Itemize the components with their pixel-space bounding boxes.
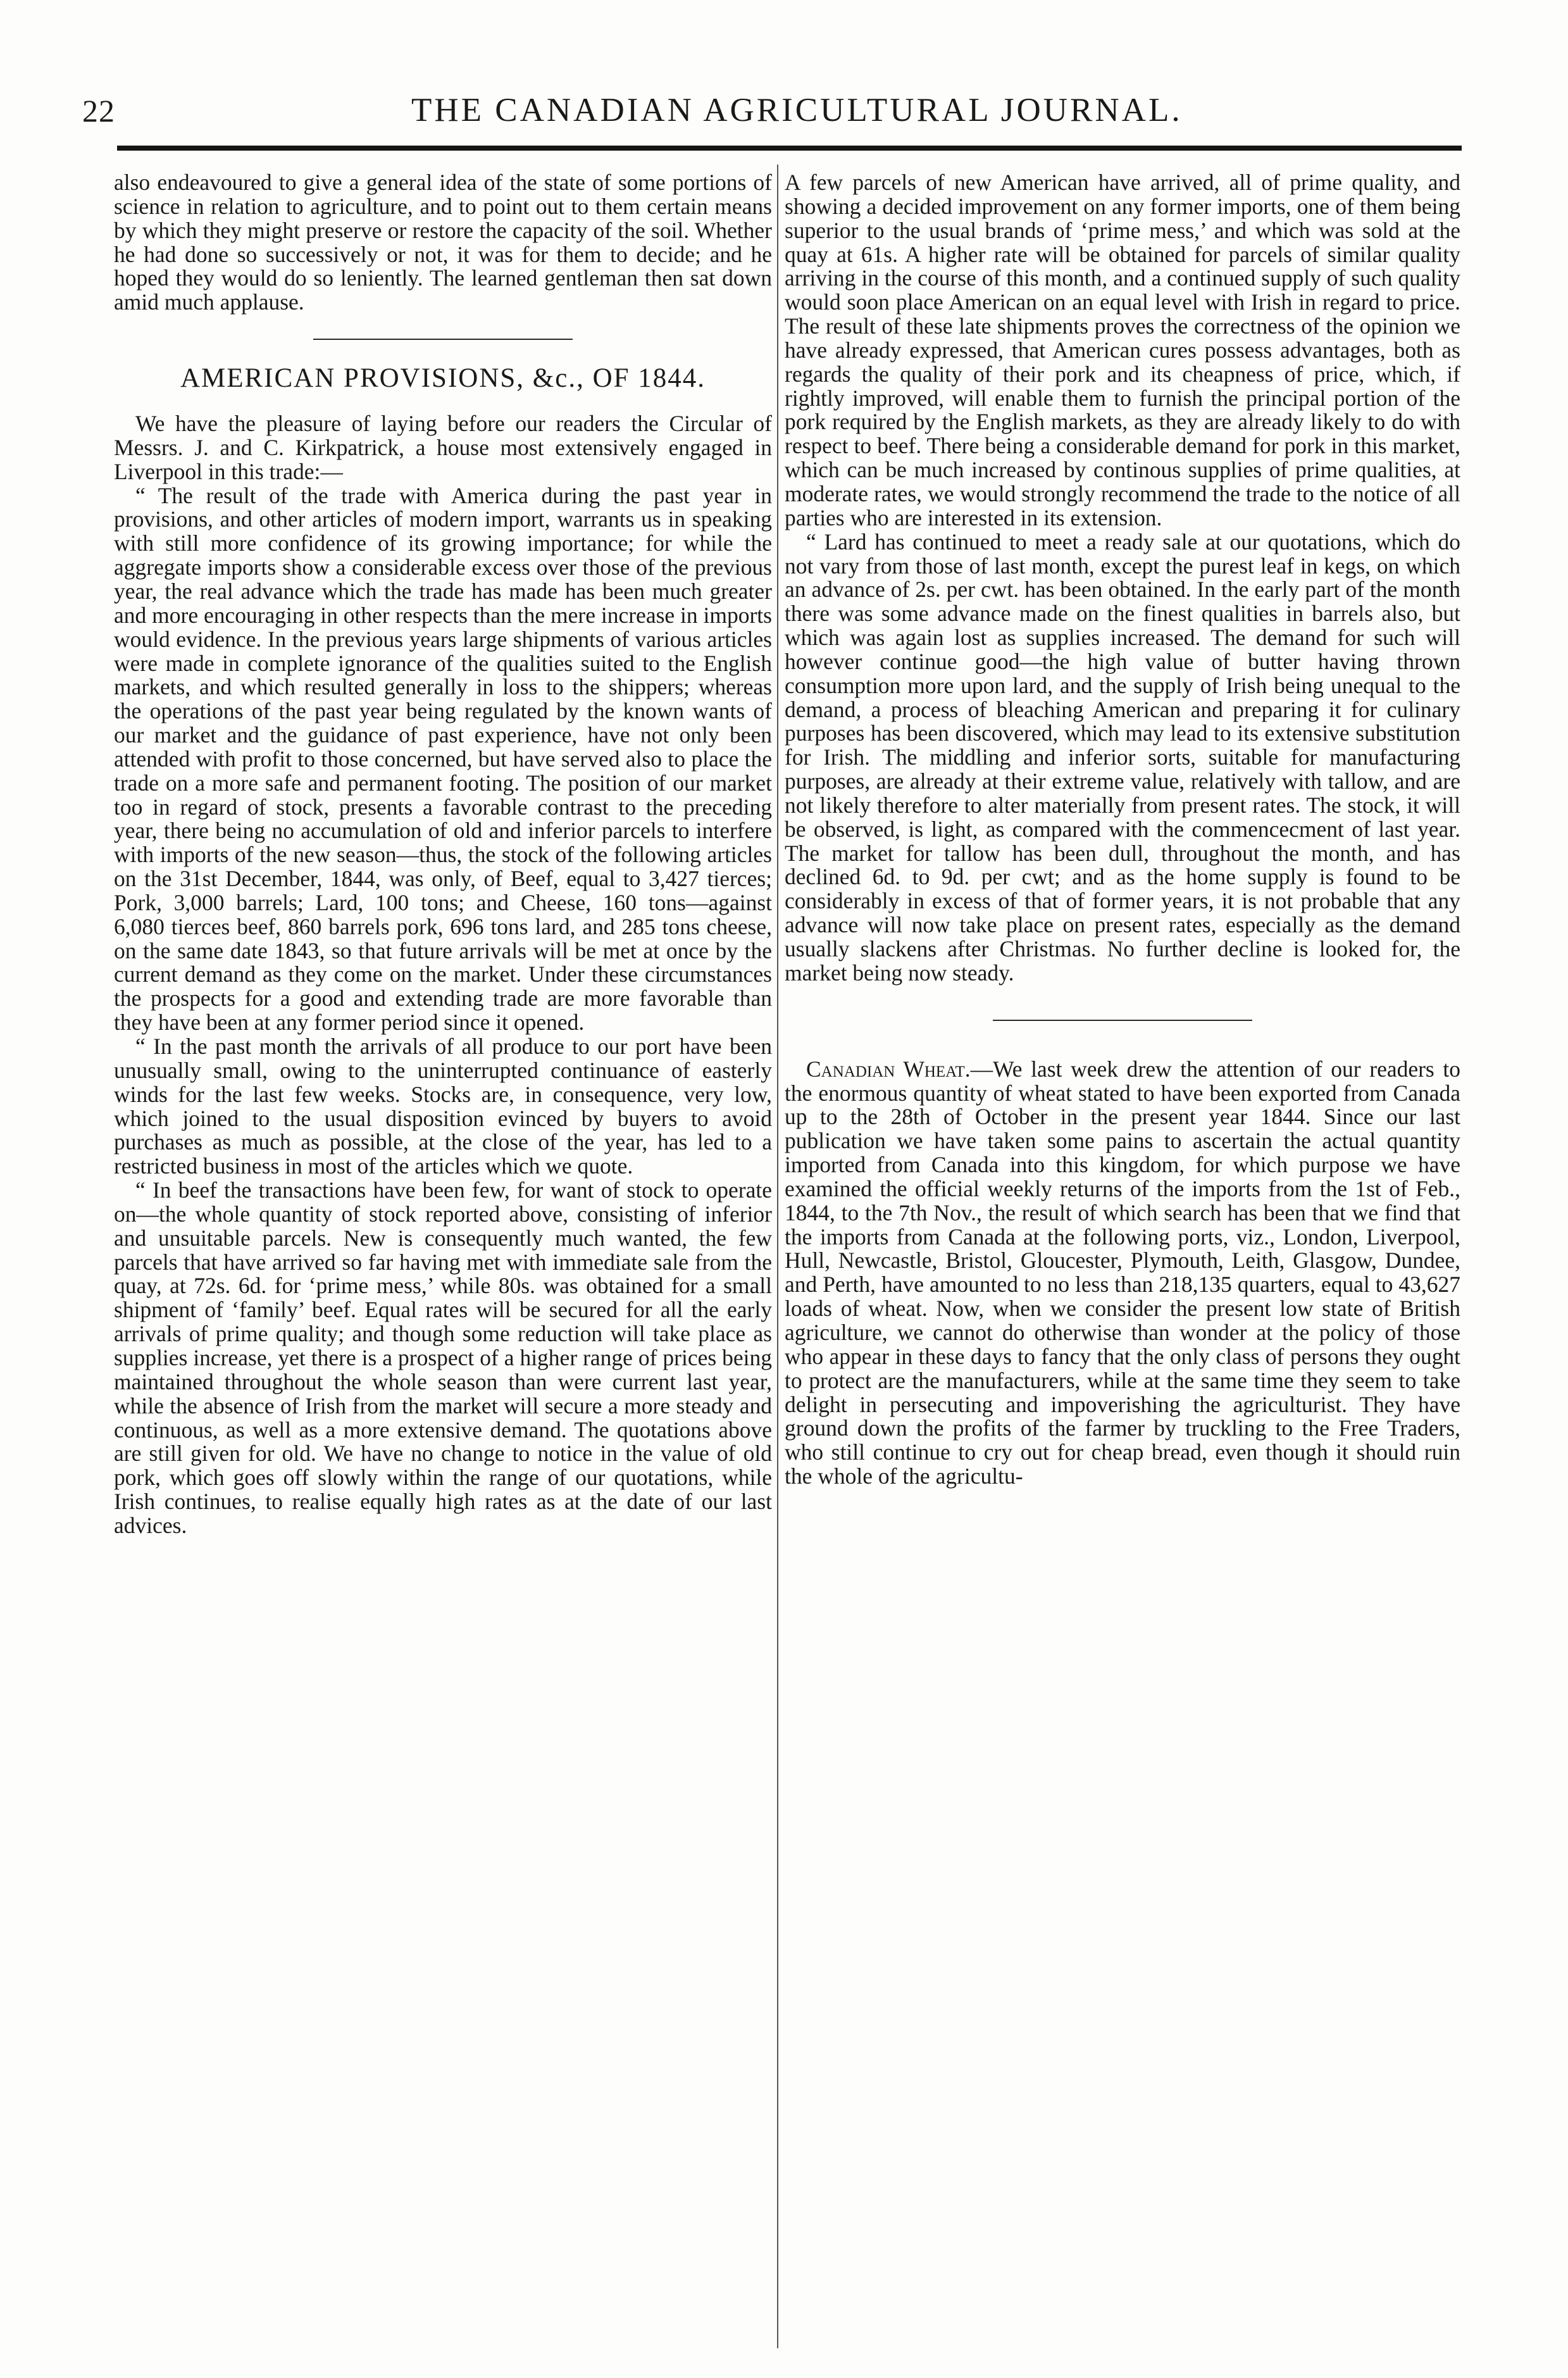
page-header [82,87,1462,138]
article-paragraph: A few parcels of new American have arrived, all of prime quality, and showing a decided improvement on any former imports, one of them being superior to the usual brands of ‘prime mess,’ and which was sold at the quay at 61s. A higher rate will be obtained for parcels of similar quality arriving in the course of this month, and a continued supply of such quality would soon place American on an equal level with Irish in regard to price. The result of these late shipments proves the correctness of the opinion we have already expressed, that American cures possess advantages, both as regards the quality of their pork and its cheapness of price, which, if rightly improved, will enable them to furnish the principal portion of the pork required by the English markets, as they are already likely to do with respect to beef. There being a considerable demand for pork in this market, which can be much increased by continous supplies of prime qualities, at moderate rates, we would strongly recommend the trade to the notice of all parties who are interested in its extension. [785,170,1460,530]
right-column [785,171,1460,1489]
left-column [114,171,772,1538]
wheat-title: Canadian Wheat. [806,1056,971,1082]
column-divider [777,165,778,2348]
section-heading: AMERICAN PROVISIONS, &c., OF 1844. [180,363,706,394]
intro-paragraph: also endeavoured to give a general idea of the state of some portions of science in relation to agriculture, and to point out to them certain means by which they might preserve or restore the capacity of the soil. Whether he had done so successively or not, it was for them to decide; and he hoped they would do so leniently. The learned gentleman then sat down amid much applause. [114,170,772,315]
wheat-body: —We last week drew the attention of our readers to the enormous quantity of wheat stated to have been exported from Canada up to the 28th of October in the present year 1844. Since our last publication we have taken some pains to ascertain the actual quantity imported from Canada into this kingdom, for which purpose we have examined the official weekly returns of the imports from the 1st of Feb., 1844, to the 7th Nov., the result of which search has been that we find that the imports from Canada at the following ports, viz., London, Liverpool, Hull, Newcastle, Bristol, Gloucester, Plymouth, Leith, Glasgow, Dundee, and Perth, have amounted to no less than 218,135 quarters, equal to 43,627 loads of wheat. Now, when we consider the present low state of British agriculture, we cannot do otherwise than wonder at the policy of those who appear in these days to fancy that the only class of persons they ought to protect are the manufacturers, while at the same time they seem to take delight in persecuting and impoverishing the agriculturist. They have ground down the profits of the farmer by truckling to the Free Traders, who still continue to cry out for cheap bread, even though it should ruin the whole of the agricultu- [785,1056,1460,1489]
running-title: THE CANADIAN AGRICULTURAL JOURNAL. [411,92,1183,128]
article-paragraph: We have the pleasure of laying before our readers the Circular of Messrs. J. and C. Kirkpatrick, a house most extensively engaged in Liverpool in this trade:— [114,411,772,484]
wheat-paragraph [785,1058,1460,1489]
article-paragraph: “ The result of the trade with America during the past year in provisions, and other articles of modern import, warrants us in speaking with still more confidence of its growing importance; for while the aggregate imports show a considerable excess over those of the previous year, the real advance which the trade has made has been much greater and more encouraging in other respects than the mere increase in imports would evidence. In the previous years large shipments of various articles were made in complete ignorance of the qualities suited to the English markets, and which resulted generally in loss to the shippers; whereas the operations of the past year being regulated by the known wants of our market and the guidance of past experience, have not only been attended with profit to those concerned, but have served also to place the trade on a more safe and permanent footing. The position of our market too in regard of stock, presents a favorable contrast to the preceding year, there being no accumulation of old and inferior parcels to interfere with imports of the new season—thus, the stock of the following articles on the 31st December, 1844, was only, of Beef, equal to 3,427 tierces; Pork, 3,000 barrels; Lard, 100 tons; and Cheese, 160 tons—against 6,080 tierces beef, 860 barrels pork, 696 tons lard, and 285 tons cheese, on the same date 1843, so that future arrivals will be met at once by the current demand as they come on the market. Under these circumstances the prospects for a good and extending trade are more favorable than they have been at any former period since it opened. [114,482,772,1036]
article-paragraph: “ In beef the transactions have been few, for want of stock to operate on—the whole quantity of stock reported above, consisting of inferior and unsuitable parcels. New is consequently much wanted, the few parcels that have arrived so far having met with immediate sale from the quay, at 72s. 6d. for ‘prime mess,’ while 80s. was obtained for a small shipment of ‘family’ beef. Equal rates will be secured for all the early arrivals of prime quality; and though some reduction will take place as supplies increase, yet there is a prospect of a higher range of prices being maintained throughout the whole season than were current last year, while the absence of Irish from the market will secure a more steady and continuous, as well as a more extensive demand. The quotations above are still given for old. We have no change to notice in the value of old pork, which goes off slowly within the range of our quotations, while Irish continues, to realise equally high rates as at the date of our last advices. [114,1177,772,1538]
article-paragraph: “ In the past month the arrivals of all produce to our port have been unusually small, owing to the uninterrupted continuance of easterly winds for the last few weeks. Stocks are, in consequence, very low, which joined to the usual disposition evinced by buyers to avoid purchases as much as possible, at the close of the year, has led to a restricted business in most of the articles which we quote. [114,1034,772,1179]
header-rule [117,146,1462,151]
page-number: 22 [82,93,115,128]
article-paragraph: “ Lard has continued to meet a ready sale at our quotations, which do not vary from those of last month, except the purest leaf in kegs, on which an advance of 2s. per cwt. has been obtained. In the early part of the month there was some advance made on the finest qualities in barrels also, but which was again lost as supplies increased. The demand for such will however continue good—the high value of butter having thrown consumption more upon lard, and the supply of Irish being unequal to the demand, a process of bleaching American and preparing it for culinary purposes has been discovered, which may lead to its extensive substitution for Irish. The middling and inferior sorts, suitable for manufacturing purposes, are already at their extreme value, relatively with tallow, and are not likely therefore to alter materially from present rates. The stock, it will be observed, is light, as compared with the commencecment of last year. The market for tallow has been dull, throughout the month, and has declined 6d. to 9d. per cwt; and as the home supply is found to be considerably in excess of that of former years, it is not probable that any advance will now take place on present rates, especially as the demand usually slackens after Christmas. No further decline is looked for, the market being now steady. [785,529,1460,986]
